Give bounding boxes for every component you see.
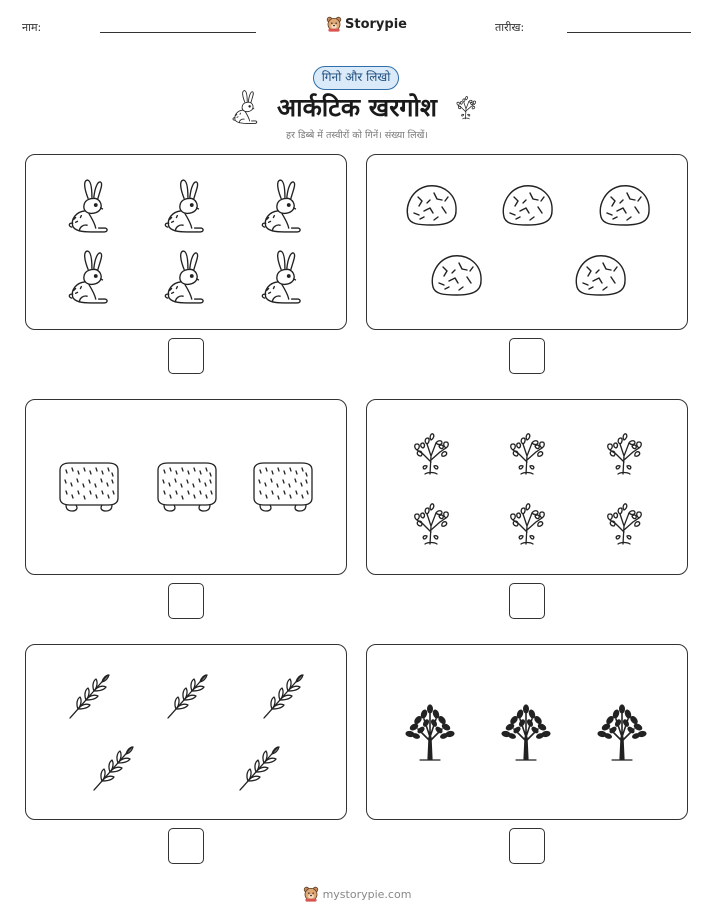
rabbit-icon [66, 250, 114, 304]
count-box-shrubs [366, 399, 688, 575]
count-box-trees [366, 644, 688, 820]
name-label: नाम: [22, 21, 42, 34]
shrub-icon [505, 496, 549, 546]
bear-logo-icon [303, 886, 319, 902]
footer-url[interactable]: mystorypie.com [322, 887, 412, 901]
shrub-icon [602, 496, 646, 546]
rock-icon [500, 183, 554, 227]
shrub-icon [452, 92, 480, 120]
page-title: आर्कटिक खरगोश [277, 93, 437, 122]
brand-logo [326, 16, 407, 32]
willow-branch-icon [236, 743, 282, 793]
tree-icon [402, 703, 458, 761]
answer-box[interactable] [168, 583, 204, 619]
willow-branch-icon [164, 671, 210, 721]
rabbit-icon [162, 250, 210, 304]
shrub-icon [505, 426, 549, 476]
header-row [0, 16, 714, 40]
shrub-icon [602, 426, 646, 476]
date-label: तारीख: [495, 21, 525, 34]
count-box-branches [25, 644, 347, 820]
tree-icon [594, 703, 650, 761]
brand-name: Storypie [345, 16, 407, 32]
fur-block-icon [56, 460, 122, 514]
shrub-icon [409, 426, 453, 476]
bear-logo-icon [326, 16, 342, 32]
tree-icon [498, 703, 554, 761]
rabbit-icon [259, 179, 307, 233]
rabbit-icon [162, 179, 210, 233]
rock-icon [573, 253, 627, 297]
fur-block-icon [250, 460, 316, 514]
answer-box[interactable] [509, 583, 545, 619]
count-box-fur-blocks [25, 399, 347, 575]
willow-branch-icon [260, 671, 306, 721]
date-write-line[interactable] [567, 32, 691, 33]
count-box-rocks [366, 154, 688, 330]
name-write-line[interactable] [100, 32, 256, 33]
shrub-icon [409, 496, 453, 546]
rock-icon [597, 183, 651, 227]
fur-block-icon [154, 460, 220, 514]
title-row [0, 90, 714, 126]
answer-box[interactable] [168, 828, 204, 864]
rabbit-icon [66, 179, 114, 233]
rock-icon [429, 253, 483, 297]
answer-box[interactable] [168, 338, 204, 374]
instruction-text: हर डिब्बे में तस्वीरों को गिनें। संख्या लिखें। [286, 130, 428, 141]
willow-branch-icon [90, 743, 136, 793]
rabbit-icon [259, 250, 307, 304]
footer [0, 886, 714, 902]
answer-box[interactable] [509, 828, 545, 864]
activity-tag: गिनो और लिखो [313, 66, 399, 90]
willow-branch-icon [66, 671, 112, 721]
rock-icon [404, 183, 458, 227]
count-box-rabbits [25, 154, 347, 330]
answer-box[interactable] [509, 338, 545, 374]
